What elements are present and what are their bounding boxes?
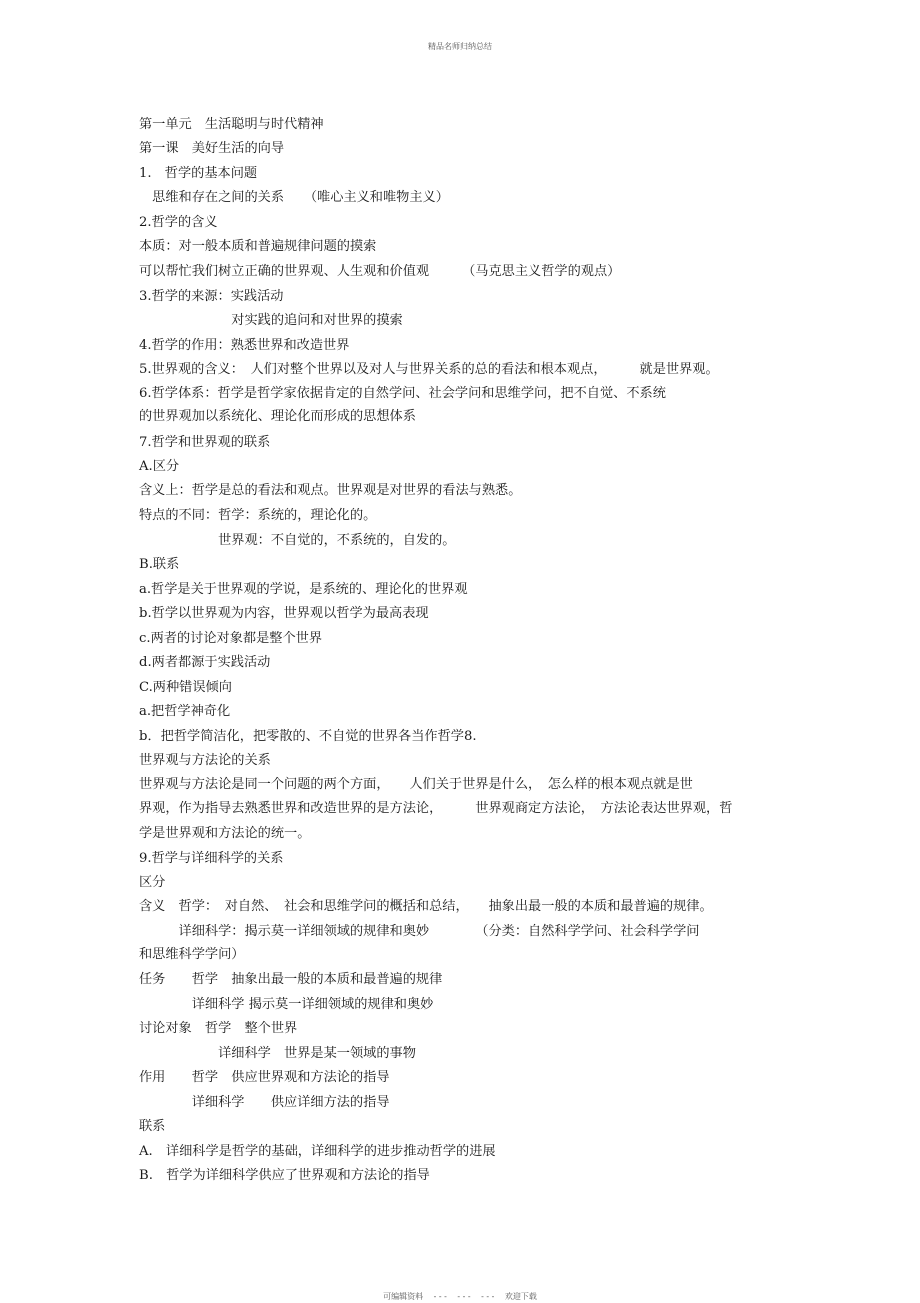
text-line: 对实践的追问和对世界的摸索 <box>139 313 403 328</box>
text-line: 的世界观加以系统化、理论化而形成的思想体系 <box>139 409 416 424</box>
page-header: 精品名师归纳总结 <box>428 42 492 51</box>
text-line: 5.世界观的含义： 人们对整个世界以及对人与世界关系的总的看法和根本观点， 就是世界观。 <box>139 362 719 377</box>
text-line: B. 哲学为详细科学供应了世界观和方法论的指导 <box>139 1168 430 1183</box>
text-line: 4.哲学的作用：熟悉世界和改造世界 <box>139 338 350 353</box>
text-line: A. 详细科学是哲学的基础，详细科学的进步推动哲学的进展 <box>139 1144 496 1159</box>
text-line: 2.哲学的含义 <box>139 215 218 230</box>
text-line: c.两者的讨论对象都是整个世界 <box>139 631 323 646</box>
text-line: 区分 <box>139 875 166 890</box>
text-line: a.哲学是关于世界观的学说，是系统的、理论化的世界观 <box>139 582 468 597</box>
text-line: 和思维科学学问） <box>139 947 245 962</box>
text-line: b．把哲学简洁化，把零散的、不自觉的世界各当作哲学8. <box>139 729 477 744</box>
text-line: 6.哲学体系：哲学是哲学家依据肯定的自然学问、社会学问和思维学问，把不自觉、不系统 <box>139 386 666 401</box>
page-footer: 可编辑资料 - - - - - - - - - 欢迎下载 <box>383 1292 537 1301</box>
text-line: 9.哲学与详细科学的关系 <box>139 851 284 866</box>
text-line: 详细科学 供应详细方法的指导 <box>139 1095 390 1110</box>
text-line: 讨论对象 哲学 整个世界 <box>139 1021 298 1036</box>
text-line: 可以帮忙我们树立正确的世界观、人生观和价值观 （马克思主义哲学的观点） <box>139 264 621 279</box>
text-line: B.联系 <box>139 557 180 572</box>
text-line: 本质：对一般本质和普遍规律问题的摸索 <box>139 239 377 254</box>
text-line: 1. 哲学的基本问题 <box>139 166 258 181</box>
text-line: a.把哲学神奇化 <box>139 704 231 719</box>
text-line: A.区分 <box>139 459 180 474</box>
unit-title: 第一单元 生活聪明与时代精神 <box>139 117 324 132</box>
text-line: 3.哲学的来源：实践活动 <box>139 289 284 304</box>
text-line: 详细科学 揭示莫一详细领域的规律和奥妙 <box>139 997 434 1012</box>
text-line: 学是世界观和方法论的统一。 <box>139 826 311 841</box>
text-line: 作用 哲学 供应世界观和方法论的指导 <box>139 1070 390 1085</box>
text-line: 详细科学 世界是某一领域的事物 <box>139 1046 416 1061</box>
text-line: 含义上：哲学是总的看法和观点。世界观是对世界的看法与熟悉。 <box>139 483 522 498</box>
text-line: d.两者都源于实践活动 <box>139 655 271 670</box>
text-line: 详细科学：揭示莫一详细领域的规律和奥妙 （分类：自然科学学问、社会科学学问 <box>139 924 700 939</box>
text-line: 任务 哲学 抽象出最一般的本质和最普遍的规律 <box>139 972 443 987</box>
text-line: 含义 哲学： 对自然、 社会和思维学问的概括和总结， 抽象出最一般的本质和最普遍的规律。 <box>139 899 713 914</box>
text-line: 界观，作为指导去熟悉世界和改造世界的是方法论， 世界观商定方法论， 方法论表达世界观，哲 <box>139 801 733 816</box>
text-line: 思维和存在之间的关系 （唯心主义和唯物主义） <box>139 190 449 205</box>
text-line: 联系 <box>139 1119 166 1134</box>
text-line: 世界观：不自觉的，不系统的，自发的。 <box>139 533 456 548</box>
text-line: C.两种错误倾向 <box>139 680 232 695</box>
lesson-title: 第一课 美好生活的向导 <box>139 141 285 156</box>
text-line: 世界观与方法论是同一个问题的两个方面， 人们关于世界是什么， 怎么样的根本观点就是世 <box>139 777 693 792</box>
text-line: 特点的不同：哲学：系统的，理论化的。 <box>139 508 377 523</box>
text-line: b.哲学以世界观为内容，世界观以哲学为最高表现 <box>139 606 429 621</box>
text-line: 世界观与方法论的关系 <box>139 753 271 768</box>
text-line: 7.哲学和世界观的联系 <box>139 435 271 450</box>
